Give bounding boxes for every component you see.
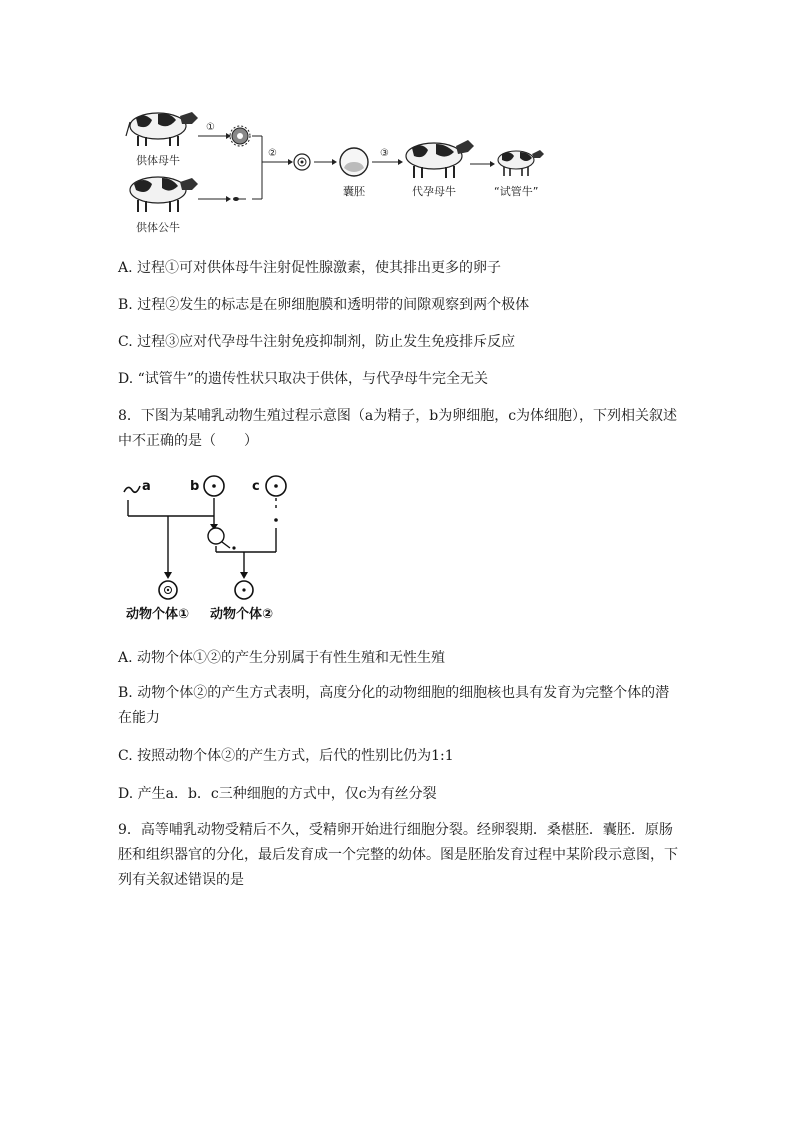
q8-option-d: D. 产生a．b．c三种细胞的方式中，仅c为有丝分裂 [118, 786, 437, 802]
label-blastocyst: 囊胚 [343, 185, 365, 198]
label-c: c [252, 479, 260, 494]
q7-option-b: B. 过程②发生的标志是在卵细胞膜和透明带的间隙观察到两个极体 [118, 297, 530, 313]
q8-option-a: A. 动物个体①②的产生分别属于有性生殖和无性生殖 [118, 650, 446, 666]
label-test-tube-calf: “试管牛” [494, 185, 539, 198]
q8-option-b: B. 动物个体②的产生方式表明，高度分化的动物细胞的细胞核也具有发育为完整个体的潜在能力 [118, 685, 670, 726]
oocyte-icon [230, 126, 250, 146]
q8-stem: 8．下图为某哺乳动物生殖过程示意图（a为精子，b为卵细胞，c为体细胞），下列相关叙述中不正确的是（ ） [118, 408, 678, 449]
label-a: a [142, 479, 151, 494]
sperm-a-icon [124, 486, 140, 492]
egg-b-icon [204, 476, 224, 496]
somatic-cell-c-icon [266, 476, 286, 496]
label-donor-cow: 供体母牛 [136, 154, 180, 167]
label-donor-bull: 供体公牛 [136, 221, 180, 234]
donor-cow-image [126, 112, 198, 146]
individual-1-icon [159, 581, 177, 599]
ivf-cattle-diagram [118, 100, 558, 240]
q7-option-d: D. “试管牛”的遗传性状只取决于供体，与代孕母牛完全无关 [118, 371, 488, 387]
label-individual-2: 动物个体② [210, 607, 274, 622]
label-individual-1: 动物个体① [126, 607, 190, 622]
q7-option-a: A. 过程①可对供体母牛注射促性腺激素，使其排出更多的卵子 [118, 260, 502, 276]
step-1-label: ① [206, 122, 215, 133]
surrogate-cow-image [406, 140, 474, 178]
label-surrogate-cow: 代孕母牛 [412, 185, 456, 198]
sperm-icon [233, 197, 246, 201]
label-b: b [190, 479, 200, 494]
step-2-label: ② [268, 148, 277, 159]
step-3-label: ③ [380, 148, 389, 159]
q8-option-c: C. 按照动物个体②的产生方式，后代的性别比仍为1:1 [118, 748, 454, 764]
donor-bull-image [130, 177, 198, 212]
q9-stem: 9．高等哺乳动物受精后不久，受精卵开始进行细胞分裂。经卵裂期．桑椹胚．囊胚．原肠胚和组织器官的分化，最后发育成一个完整的幼体。图是胚胎发育过程中某阶段示意图，下列有关叙述错误的是 [118, 822, 678, 888]
test-tube-calf-image [498, 150, 544, 176]
zygote-icon [294, 154, 310, 170]
blastocyst-icon [340, 148, 368, 176]
enucleated-egg-icon [208, 528, 236, 550]
individual-2-icon [235, 581, 253, 599]
reproduction-diagram [118, 470, 318, 630]
q7-option-c: C. 过程③应对代孕母牛注射免疫抑制剂，防止发生免疫排斥反应 [118, 334, 516, 350]
